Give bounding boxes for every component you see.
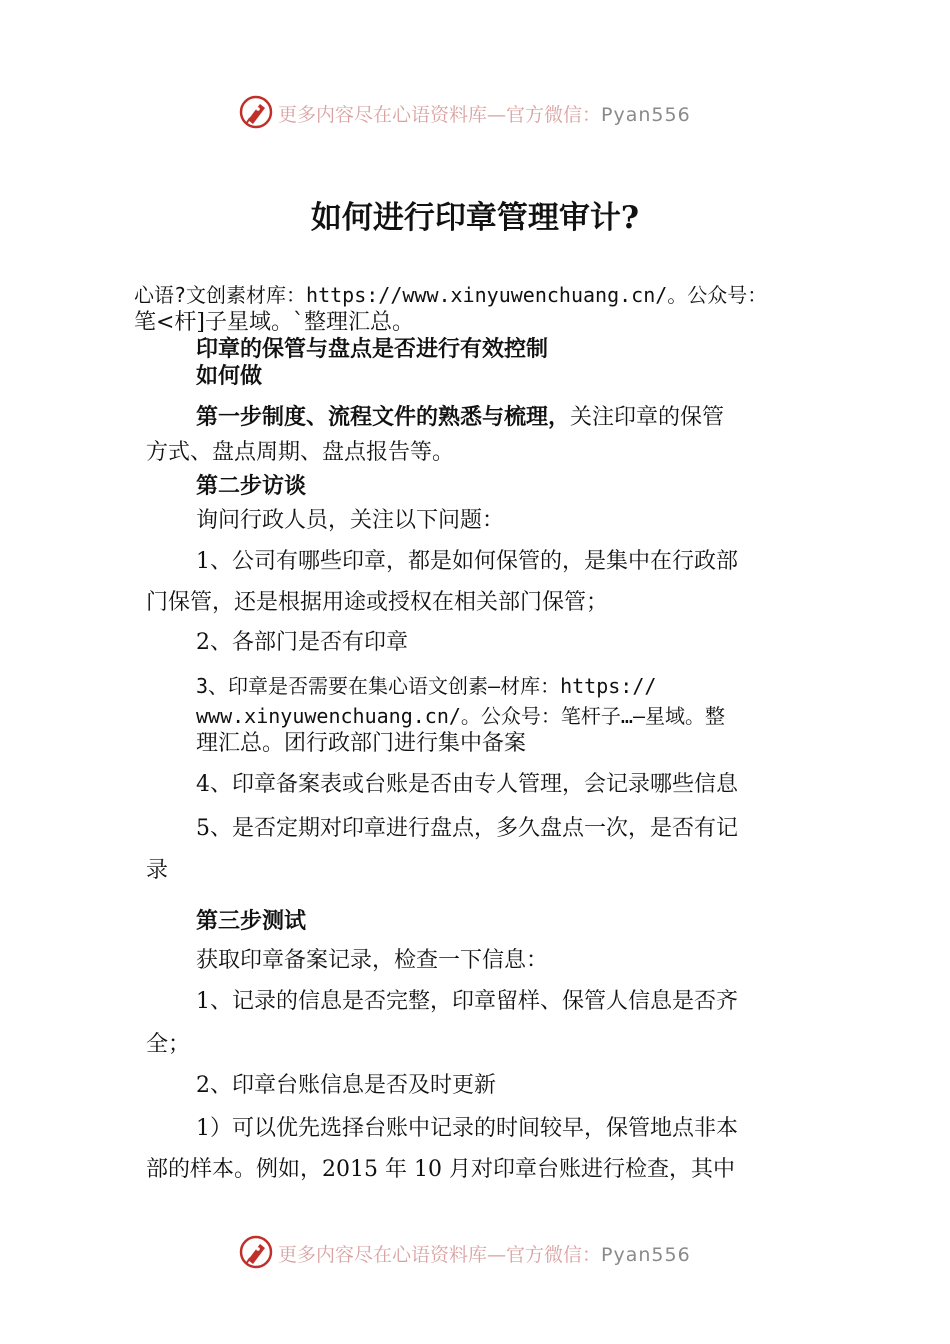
test-1-line-2: 全； bbox=[146, 1032, 191, 1057]
question-5-line-2: 录 bbox=[146, 858, 169, 883]
intro-line-2: 笔<杆]子星域。`整理汇总。 bbox=[134, 310, 415, 335]
header-wechat-id: Pyan556 bbox=[601, 104, 691, 126]
question-1-line-2: 门保管，还是根据用途或授权在相关部门保管； bbox=[146, 590, 609, 615]
step3-intro: 获取印章备案记录，检查一下信息： bbox=[196, 948, 549, 973]
step1-paragraph bbox=[196, 404, 724, 432]
section-heading-line-1: 印章的保管与盘点是否进行有效控制 bbox=[196, 337, 549, 362]
step1-label: 第一步制度、流程文件的熟悉与梳理， bbox=[196, 405, 571, 430]
step2-intro: 询问行政人员，关注以下问题： bbox=[196, 508, 505, 533]
step1-text-continued: 方式、盘点周期、盘点报告等。 bbox=[146, 440, 455, 465]
test-2a-line-1: 1）可以优先选择台账中记录的时间较早，保管地点非本 bbox=[196, 1116, 738, 1141]
question-3-line-2: www.xinyuwenchuang.cn/。公众号：笔杆子…—星域。整 bbox=[196, 704, 725, 728]
step3-heading: 第三步测试 bbox=[196, 909, 307, 934]
header-banner bbox=[0, 92, 950, 132]
section-heading-line-2: 如何做 bbox=[196, 364, 263, 389]
pen-nib-logo-icon bbox=[238, 94, 274, 130]
question-2: 2、各部门是否有印章 bbox=[196, 630, 408, 655]
pen-nib-logo-icon bbox=[238, 1234, 274, 1270]
footer-wechat-id: Pyan556 bbox=[601, 1244, 691, 1266]
test-2: 2、印章台账信息是否及时更新 bbox=[196, 1073, 496, 1098]
document-title: 如何进行印章管理审计? bbox=[310, 200, 640, 236]
header-banner-text: 更多内容尽在心语资料库—官方微信：Pyan556 bbox=[278, 104, 691, 126]
step2-heading: 第二步访谈 bbox=[196, 474, 307, 499]
question-5-line-1: 5、是否定期对印章进行盘点，多久盘点一次，是否有记 bbox=[196, 816, 738, 841]
question-4: 4、印章备案表或台账是否由专人管理，会记录哪些信息 bbox=[196, 772, 738, 797]
intro-line-1: 心语?文创素材库：https://www.xinyuwenchuang.cn/。公众号： bbox=[134, 283, 768, 307]
test-1-line-1: 1、记录的信息是否完整，印章留样、保管人信息是否齐 bbox=[196, 989, 738, 1014]
step1-text: 关注印章的保管 bbox=[570, 405, 725, 430]
footer-banner bbox=[0, 1232, 950, 1272]
test-2a-line-2: 部的样本。例如，2015 年 10 月对印章台账进行检查，其中 bbox=[146, 1157, 735, 1182]
question-3-line-3: 理汇总。团行政部门进行集中备案 bbox=[196, 731, 527, 756]
footer-banner-text: 更多内容尽在心语资料库—官方微信：Pyan556 bbox=[278, 1244, 691, 1266]
question-1-line-1: 1、公司有哪些印章，都是如何保管的，是集中在行政部 bbox=[196, 549, 738, 574]
question-3-line-1: 3、印章是否需要在集心语文创素—材库：https:// bbox=[196, 674, 657, 698]
